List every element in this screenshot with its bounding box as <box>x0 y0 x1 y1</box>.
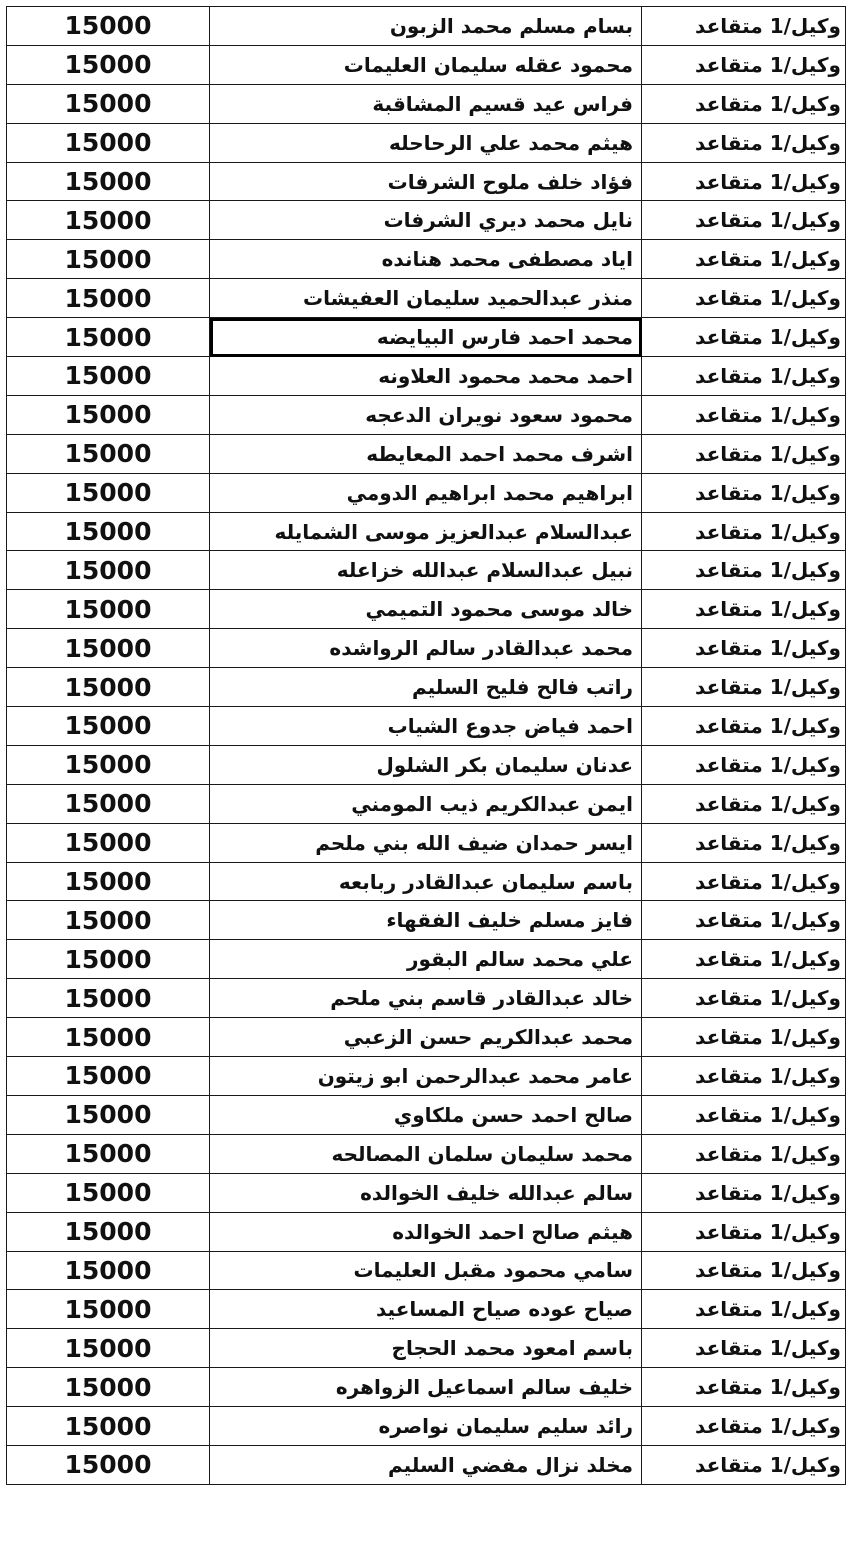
name-cell[interactable]: عامر محمد عبدالرحمن ابو زيتون <box>210 1057 642 1096</box>
spreadsheet-table <box>6 6 846 1485</box>
table-row <box>7 201 846 240</box>
rank-cell[interactable]: وكيل/1 متقاعد <box>642 395 846 434</box>
rank-cell[interactable]: وكيل/1 متقاعد <box>642 434 846 473</box>
name-cell[interactable]: محمود سعود نويران الدعجه <box>210 395 642 434</box>
name-cell[interactable]: عبدالسلام عبدالعزيز موسى الشمايله <box>210 512 642 551</box>
rank-cell[interactable]: وكيل/1 متقاعد <box>642 1057 846 1096</box>
table-row <box>7 979 846 1018</box>
amount-cell[interactable]: 15000 <box>7 551 210 590</box>
amount-cell[interactable]: 15000 <box>7 901 210 940</box>
rank-cell[interactable]: وكيل/1 متقاعد <box>642 784 846 823</box>
name-cell-selected[interactable]: محمد احمد فارس البيايضه <box>210 318 642 357</box>
rank-cell[interactable]: وكيل/1 متقاعد <box>642 45 846 84</box>
amount-cell[interactable]: 15000 <box>7 590 210 629</box>
rank-cell[interactable]: وكيل/1 متقاعد <box>642 1407 846 1446</box>
amount-cell[interactable]: 15000 <box>7 629 210 668</box>
table-row <box>7 1018 846 1057</box>
amount-cell[interactable]: 15000 <box>7 940 210 979</box>
name-cell[interactable]: سالم عبدالله خليف الخوالده <box>210 1173 642 1212</box>
rank-cell[interactable]: وكيل/1 متقاعد <box>642 1368 846 1407</box>
name-cell[interactable]: ايمن عبدالكريم ذيب المومني <box>210 784 642 823</box>
amount-cell[interactable]: 15000 <box>7 1407 210 1446</box>
rank-cell[interactable]: وكيل/1 متقاعد <box>642 512 846 551</box>
amount-cell[interactable]: 15000 <box>7 123 210 162</box>
name-cell[interactable]: هيثم صالح احمد الخوالده <box>210 1212 642 1251</box>
amount-cell[interactable]: 15000 <box>7 45 210 84</box>
name-cell[interactable]: محمد سليمان سلمان المصالحه <box>210 1134 642 1173</box>
rank-cell[interactable]: وكيل/1 متقاعد <box>642 629 846 668</box>
amount-cell[interactable]: 15000 <box>7 784 210 823</box>
table-row <box>7 1173 846 1212</box>
amount-cell[interactable]: 15000 <box>7 979 210 1018</box>
amount-cell[interactable]: 15000 <box>7 1212 210 1251</box>
table-row <box>7 901 846 940</box>
rank-cell[interactable]: وكيل/1 متقاعد <box>642 1173 846 1212</box>
table-row <box>7 318 846 357</box>
name-cell[interactable]: صياح عوده صياح المساعيد <box>210 1290 642 1329</box>
name-cell[interactable]: فراس عيد قسيم المشاقبة <box>210 84 642 123</box>
table-row <box>7 745 846 784</box>
name-cell[interactable]: منذر عبدالحميد سليمان العفيشات <box>210 279 642 318</box>
amount-cell[interactable]: 15000 <box>7 862 210 901</box>
amount-cell[interactable]: 15000 <box>7 473 210 512</box>
rank-cell[interactable]: وكيل/1 متقاعد <box>642 318 846 357</box>
name-cell[interactable]: فؤاد خلف ملوح الشرفات <box>210 162 642 201</box>
rank-cell[interactable]: وكيل/1 متقاعد <box>642 279 846 318</box>
amount-cell[interactable]: 15000 <box>7 1290 210 1329</box>
table-row <box>7 162 846 201</box>
rank-cell[interactable]: وكيل/1 متقاعد <box>642 357 846 396</box>
rank-cell[interactable]: وكيل/1 متقاعد <box>642 162 846 201</box>
table-row <box>7 668 846 707</box>
amount-cell[interactable]: 15000 <box>7 1251 210 1290</box>
name-cell[interactable]: احمد محمد محمود العلاونه <box>210 357 642 396</box>
table-row <box>7 551 846 590</box>
amount-cell[interactable]: 15000 <box>7 162 210 201</box>
table-row <box>7 1251 846 1290</box>
rank-cell[interactable]: وكيل/1 متقاعد <box>642 123 846 162</box>
name-cell[interactable]: ابراهيم محمد ابراهيم الدومي <box>210 473 642 512</box>
table-row <box>7 7 846 46</box>
rank-cell[interactable]: وكيل/1 متقاعد <box>642 1251 846 1290</box>
table-row <box>7 1407 846 1446</box>
name-cell[interactable]: سامي محمود مقبل العليمات <box>210 1251 642 1290</box>
amount-cell[interactable]: 15000 <box>7 1134 210 1173</box>
table-row <box>7 1057 846 1096</box>
amount-cell[interactable]: 15000 <box>7 395 210 434</box>
rank-cell[interactable]: وكيل/1 متقاعد <box>642 1134 846 1173</box>
name-cell[interactable]: محمود عقله سليمان العليمات <box>210 45 642 84</box>
table-row <box>7 629 846 668</box>
name-cell[interactable]: راتب فالح فليح السليم <box>210 668 642 707</box>
amount-cell[interactable]: 15000 <box>7 1368 210 1407</box>
table-row <box>7 357 846 396</box>
amount-cell[interactable]: 15000 <box>7 279 210 318</box>
table-row <box>7 123 846 162</box>
name-cell[interactable]: محمد عبدالكريم حسن الزعبي <box>210 1018 642 1057</box>
rank-cell[interactable]: وكيل/1 متقاعد <box>642 590 846 629</box>
name-cell[interactable]: علي محمد سالم البقور <box>210 940 642 979</box>
table-row <box>7 45 846 84</box>
name-cell[interactable]: محمد عبدالقادر سالم الرواشده <box>210 629 642 668</box>
rank-cell[interactable]: وكيل/1 متقاعد <box>642 901 846 940</box>
rank-cell[interactable]: وكيل/1 متقاعد <box>642 940 846 979</box>
rank-cell[interactable]: وكيل/1 متقاعد <box>642 551 846 590</box>
rank-cell[interactable]: وكيل/1 متقاعد <box>642 862 846 901</box>
rank-cell[interactable]: وكيل/1 متقاعد <box>642 668 846 707</box>
table-row <box>7 1290 846 1329</box>
amount-cell[interactable]: 15000 <box>7 7 210 46</box>
table-row <box>7 240 846 279</box>
name-cell[interactable]: خالد موسى محمود التميمي <box>210 590 642 629</box>
amount-cell[interactable]: 15000 <box>7 1095 210 1134</box>
name-cell[interactable]: عدنان سليمان بكر الشلول <box>210 745 642 784</box>
amount-cell[interactable]: 15000 <box>7 434 210 473</box>
table-row <box>7 590 846 629</box>
rank-cell[interactable]: وكيل/1 متقاعد <box>642 1212 846 1251</box>
amount-cell[interactable]: 15000 <box>7 318 210 357</box>
table-row <box>7 84 846 123</box>
rank-cell[interactable]: وكيل/1 متقاعد <box>642 7 846 46</box>
table-row <box>7 395 846 434</box>
name-cell[interactable]: مخلد نزال مفضي السليم <box>210 1445 642 1484</box>
rank-cell[interactable]: وكيل/1 متقاعد <box>642 1445 846 1484</box>
amount-cell[interactable]: 15000 <box>7 201 210 240</box>
rank-cell[interactable]: وكيل/1 متقاعد <box>642 201 846 240</box>
name-cell[interactable]: صالح احمد حسن ملكاوي <box>210 1095 642 1134</box>
name-cell[interactable]: بسام مسلم محمد الزبون <box>210 7 642 46</box>
rank-cell[interactable]: وكيل/1 متقاعد <box>642 473 846 512</box>
amount-cell[interactable]: 15000 <box>7 1173 210 1212</box>
rank-cell[interactable]: وكيل/1 متقاعد <box>642 1329 846 1368</box>
table-row <box>7 1212 846 1251</box>
rank-cell[interactable]: وكيل/1 متقاعد <box>642 707 846 746</box>
amount-cell[interactable]: 15000 <box>7 707 210 746</box>
amount-cell[interactable]: 15000 <box>7 1329 210 1368</box>
table-row <box>7 1329 846 1368</box>
table-row <box>7 512 846 551</box>
amount-cell[interactable]: 15000 <box>7 745 210 784</box>
amount-cell[interactable]: 15000 <box>7 823 210 862</box>
table-row <box>7 434 846 473</box>
rank-cell[interactable]: وكيل/1 متقاعد <box>642 240 846 279</box>
rank-cell[interactable]: وكيل/1 متقاعد <box>642 84 846 123</box>
amount-cell[interactable]: 15000 <box>7 1057 210 1096</box>
rank-cell[interactable]: وكيل/1 متقاعد <box>642 745 846 784</box>
name-cell[interactable]: اشرف محمد احمد المعايطه <box>210 434 642 473</box>
rank-cell[interactable]: وكيل/1 متقاعد <box>642 979 846 1018</box>
name-cell[interactable]: هيثم محمد علي الرحاحله <box>210 123 642 162</box>
table-row <box>7 1095 846 1134</box>
name-cell[interactable]: نبيل عبدالسلام عبدالله خزاعله <box>210 551 642 590</box>
amount-cell[interactable]: 15000 <box>7 84 210 123</box>
name-cell[interactable]: ايسر حمدان ضيف الله بني ملحم <box>210 823 642 862</box>
amount-cell[interactable]: 15000 <box>7 357 210 396</box>
name-cell[interactable]: خليف سالم اسماعيل الزواهره <box>210 1368 642 1407</box>
rank-cell[interactable]: وكيل/1 متقاعد <box>642 1290 846 1329</box>
table-row <box>7 940 846 979</box>
table-row <box>7 279 846 318</box>
amount-cell[interactable]: 15000 <box>7 240 210 279</box>
name-cell[interactable]: رائد سليم سليمان نواصره <box>210 1407 642 1446</box>
table-row <box>7 707 846 746</box>
rank-cell[interactable]: وكيل/1 متقاعد <box>642 823 846 862</box>
name-cell[interactable]: اياد مصطفى محمد هنانده <box>210 240 642 279</box>
table-row <box>7 862 846 901</box>
name-cell[interactable]: احمد فياض جدوع الشياب <box>210 707 642 746</box>
table-row <box>7 1445 846 1484</box>
amount-cell[interactable]: 15000 <box>7 512 210 551</box>
table-row <box>7 473 846 512</box>
name-cell[interactable]: فايز مسلم خليف الفقهاء <box>210 901 642 940</box>
table-row <box>7 823 846 862</box>
table-row <box>7 1368 846 1407</box>
table-row <box>7 1134 846 1173</box>
amount-cell[interactable]: 15000 <box>7 1445 210 1484</box>
table-body <box>7 7 846 1485</box>
table-row <box>7 784 846 823</box>
amount-cell[interactable]: 15000 <box>7 668 210 707</box>
rank-cell[interactable]: وكيل/1 متقاعد <box>642 1095 846 1134</box>
amount-cell[interactable]: 15000 <box>7 1018 210 1057</box>
name-cell[interactable]: خالد عبدالقادر قاسم بني ملحم <box>210 979 642 1018</box>
rank-cell[interactable]: وكيل/1 متقاعد <box>642 1018 846 1057</box>
name-cell[interactable]: باسم امعود محمد الحجاج <box>210 1329 642 1368</box>
name-cell[interactable]: نايل محمد ديري الشرفات <box>210 201 642 240</box>
name-cell[interactable]: باسم سليمان عبدالقادر ربابعه <box>210 862 642 901</box>
